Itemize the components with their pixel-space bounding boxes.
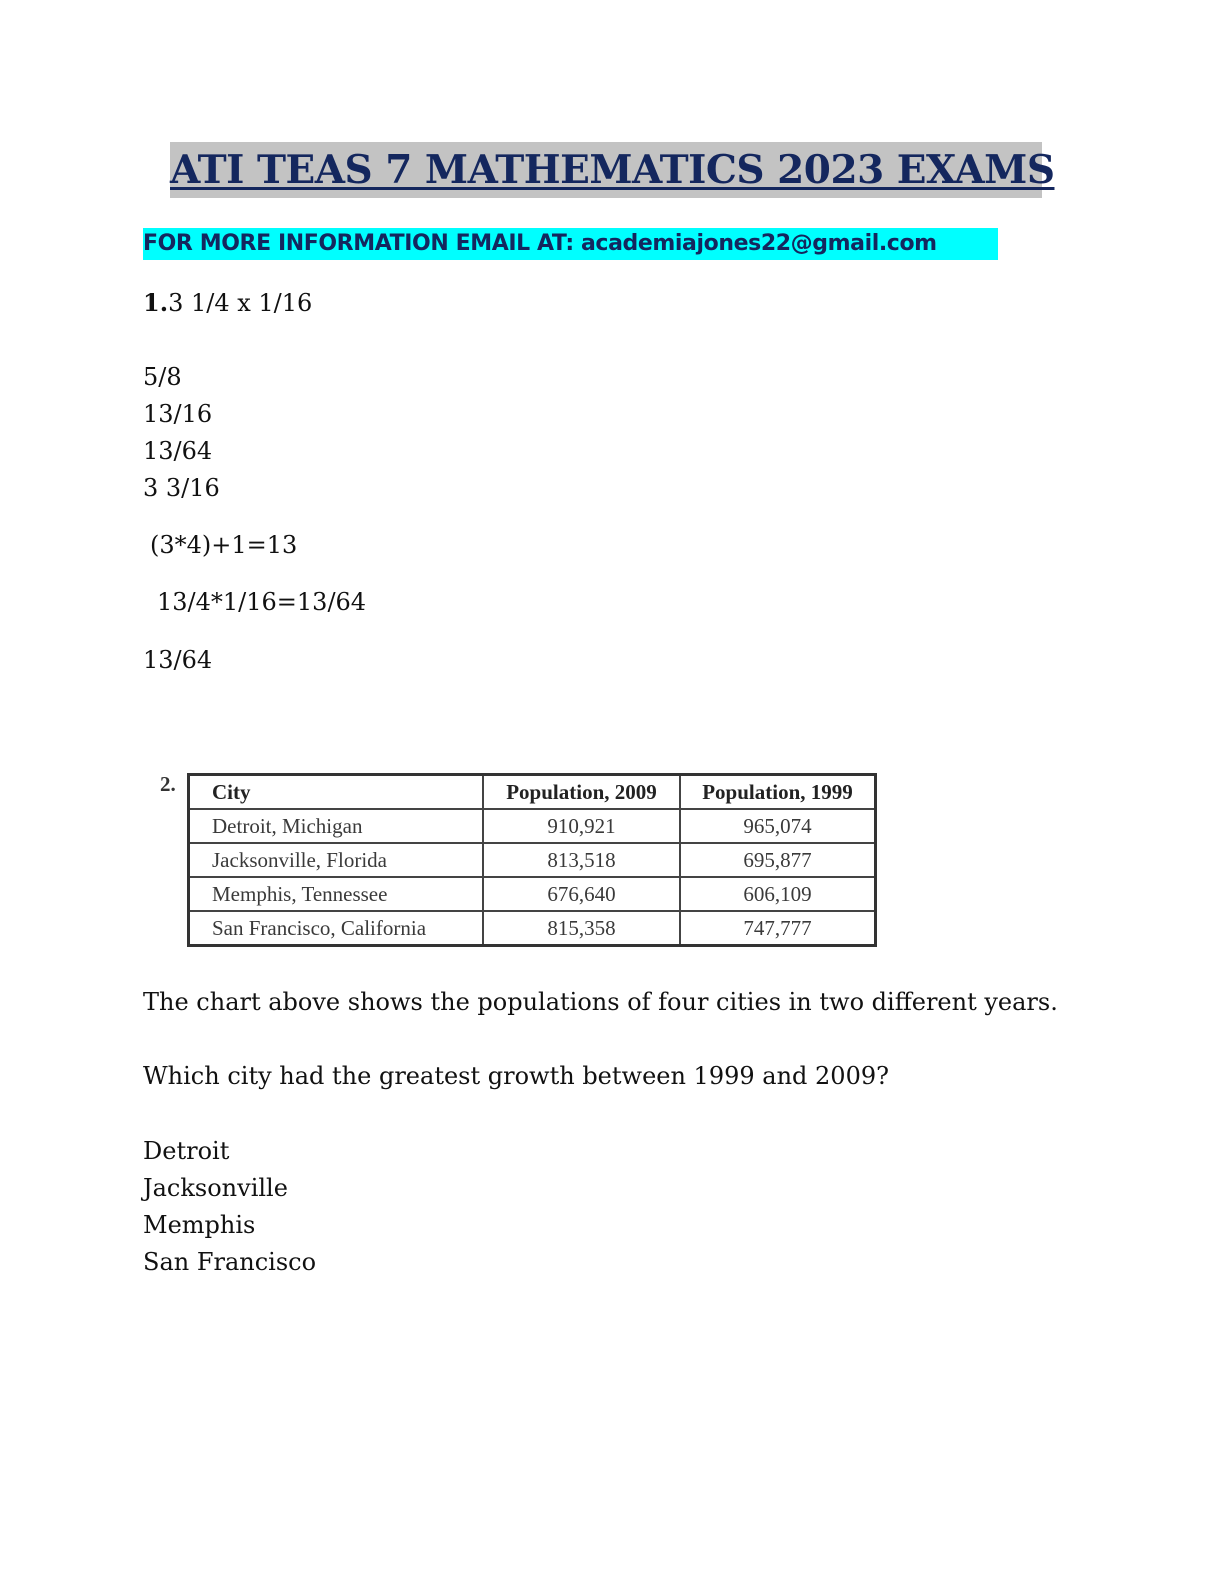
city-cell: Detroit, Michigan <box>189 809 484 843</box>
population-1999-cell: 965,074 <box>680 809 876 843</box>
q2-option: Detroit <box>143 1137 230 1165</box>
q1-option: 3 3/16 <box>143 474 220 502</box>
city-cell: Jacksonville, Florida <box>189 843 484 877</box>
q1-option: 13/16 <box>143 400 213 428</box>
column-header-1999: Population, 1999 <box>680 775 876 810</box>
q1-answer: 13/64 <box>143 646 213 674</box>
q2-option: San Francisco <box>143 1248 317 1276</box>
table-header-row <box>189 775 876 810</box>
page-title: ATI TEAS 7 MATHEMATICS 2023 EXAMS <box>170 147 1055 193</box>
city-cell: Memphis, Tennessee <box>189 877 484 911</box>
q1-work-step: 13/4*1/16=13/64 <box>157 588 367 616</box>
q1-work-step: (3*4)+1=13 <box>150 531 298 559</box>
q2-description: The chart above shows the populations of four cities in two different years. <box>143 988 1058 1016</box>
table-row <box>189 877 876 911</box>
population-1999-cell: 606,109 <box>680 877 876 911</box>
population-2009-cell: 910,921 <box>483 809 680 843</box>
table-row <box>189 843 876 877</box>
question-1 <box>143 288 312 318</box>
population-table <box>187 773 877 947</box>
email-notice: FOR MORE INFORMATION EMAIL AT: academiajones22@gmail.com <box>143 228 998 260</box>
column-header-city: City <box>189 775 484 810</box>
title-highlight <box>170 142 1055 198</box>
q2-option: Jacksonville <box>143 1174 288 1202</box>
population-1999-cell: 695,877 <box>680 843 876 877</box>
table-row <box>189 809 876 843</box>
question-1-prompt: 3 1/4 x 1/16 <box>168 289 313 317</box>
column-header-2009: Population, 2009 <box>483 775 680 810</box>
q1-option: 13/64 <box>143 437 213 465</box>
question-1-number: 1. <box>143 288 169 317</box>
q2-question: Which city had the greatest growth between 1999 and 2009? <box>143 1062 889 1090</box>
q2-option: Memphis <box>143 1211 256 1239</box>
table-row <box>189 911 876 946</box>
population-1999-cell: 747,777 <box>680 911 876 946</box>
population-2009-cell: 676,640 <box>483 877 680 911</box>
city-cell: San Francisco, California <box>189 911 484 946</box>
question-2-number: 2. <box>160 772 176 796</box>
population-2009-cell: 815,358 <box>483 911 680 946</box>
population-2009-cell: 813,518 <box>483 843 680 877</box>
q1-option: 5/8 <box>143 363 182 391</box>
